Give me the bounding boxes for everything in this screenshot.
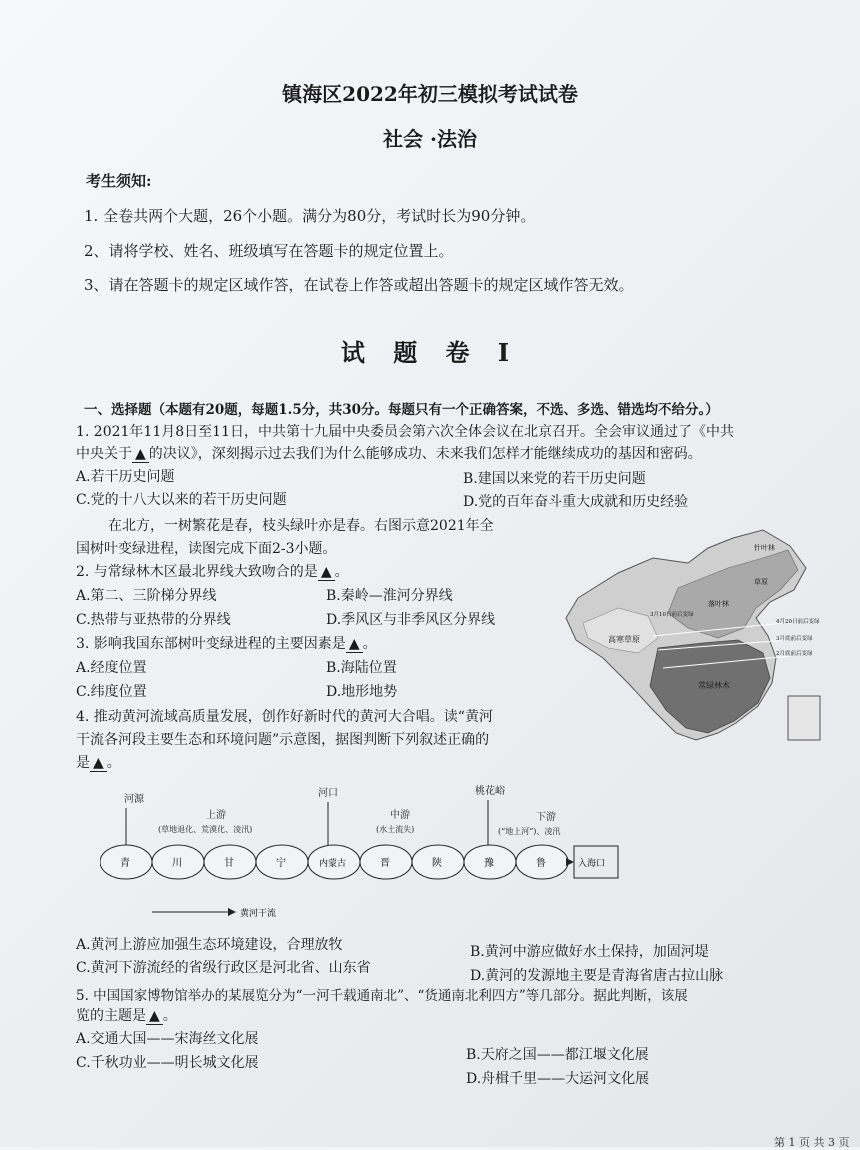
map-label: 3月10日前后变绿 (650, 612, 694, 618)
province-label: 陕 (432, 858, 442, 869)
china-leaf-map (558, 528, 830, 756)
map-label: 4月20日前后变绿 (776, 619, 820, 625)
q1-option-c: C.党的十八大以来的若干历史问题 (76, 492, 287, 508)
q2-option-b: B.秦岭—淮河分界线 (326, 588, 453, 604)
flow-label-source: 河源 (124, 794, 144, 805)
notice-heading: 考生须知: (86, 172, 152, 190)
map-label: 草原 (754, 578, 768, 586)
section-instruction: 一、选择题（本题有20题，每题1.5分，共30分。每题只有一个正确答案，不选、多选、错选均不给分。） (84, 402, 719, 418)
q5-line1: 5. 中国国家博物馆举办的某展览分为“一河千载通南北”、“货通南北利四方”等几部分。据此判断，该展 (76, 988, 688, 1004)
map-label: 针叶林 (754, 544, 775, 552)
map-label: 落叶林 (708, 600, 729, 608)
exam-subtitle: 社会 ·法治 (383, 127, 477, 151)
q1-line1: 1. 2021年11月8日至11日，中共第十九届中央委员会第六次全体会议在北京召开。全会审议通过了《中共 (76, 424, 734, 440)
q3-option-b: B.海陆位置 (326, 660, 397, 676)
flow-middle-issues: (水土流失) (376, 825, 415, 834)
notice-item: 1. 全卷共两个大题，26个小题。满分为80分，考试时长为90分钟。 (84, 207, 536, 225)
q1-option-d: D.党的百年奋斗重大成就和历史经验 (463, 494, 689, 510)
q5-option-b: B.天府之国——都江堰文化展 (466, 1047, 649, 1063)
south-sea-inset (788, 696, 820, 740)
q2-option-d: D.季风区与非季风区分界线 (326, 612, 496, 628)
province-label: 鲁 (536, 858, 546, 869)
map-label: 高寒草原 (608, 635, 640, 644)
q4-line2: 干流各河段主要生态和环境问题”示意图，据图判断下列叙述正确的 (76, 732, 490, 748)
answer-blank[interactable]: ▲ (132, 446, 149, 463)
q1-option-a: A.若干历史问题 (76, 469, 175, 485)
q4-option-d: D.黄河的发源地主要是青海省唐古拉山脉 (470, 968, 724, 984)
q4-option-a: A.黄河上游应加强生态环境建设，合理放牧 (76, 937, 343, 953)
flow-lower-issues: (“地上河”)、凌汛 (498, 827, 561, 836)
q4-line1: 4. 推动黄河流域高质量发展，创作好新时代的黄河大合唱。读“黄河 (76, 709, 493, 725)
section-title: 试 题 卷 I (340, 338, 520, 367)
flow-label-upper: 上游 (206, 810, 226, 821)
flow-legend: 黄河干流 (240, 909, 277, 919)
province-label: 豫 (484, 858, 494, 869)
intro-line1: 在北方，一树繁花是春，枝头绿叶亦是春。右图示意2021年全 (108, 518, 494, 534)
q3-option-d: D.地形地势 (326, 684, 398, 700)
province-label: 内蒙古 (319, 859, 347, 869)
q1-option-b: B.建国以来党的若干历史问题 (463, 471, 646, 487)
q5-line2: 览的主题是 ▲ 。 (76, 1008, 177, 1024)
exam-title: 镇海区2022年初三模拟考试试卷 (282, 82, 578, 106)
flow-upper-issues: (草地退化、荒漠化、凌汛) (158, 825, 253, 834)
q3-option-c: C.纬度位置 (76, 684, 147, 700)
flow-label-lower: 下游 (536, 812, 556, 823)
q5-option-c: C.千秋功业——明长城文化展 (76, 1055, 259, 1071)
intro-line2: 国树叶变绿进程，读图完成下面2-3小题。 (76, 541, 337, 557)
yellow-river-diagram (100, 780, 620, 925)
q1-line2: 中央关于 ▲ 的决议》，深刻揭示过去我们为什么能够成功、未来我们怎样才能继续成功的基因和密码。 (76, 446, 702, 462)
answer-blank[interactable]: ▲ (146, 1008, 163, 1025)
province-label: 青 (120, 858, 130, 869)
page-number: 第 1 页 共 3 页 (774, 1136, 850, 1149)
map-label: 2月底前后变绿 (776, 651, 813, 657)
answer-blank[interactable]: ▲ (318, 564, 335, 581)
q4-line3: 是 ▲ 。 (76, 755, 121, 771)
notice-item: 2、请将学校、姓名、班级填写在答题卡的规定位置上。 (84, 242, 454, 260)
answer-blank[interactable]: ▲ (346, 636, 363, 653)
province-label: 宁 (276, 858, 286, 869)
province-label: 晋 (380, 858, 390, 869)
q5-option-d: D.舟楫千里——大运河文化展 (466, 1071, 650, 1087)
province-row (100, 845, 568, 879)
q5-option-a: A.交通大国——宋海丝文化展 (76, 1031, 259, 1047)
flow-label-taohuayu: 桃花峪 (475, 786, 505, 797)
map-label: 常绿林木 (698, 681, 730, 690)
flow-label-mouth: 河口 (318, 788, 338, 799)
q2-option-a: A.第二、三阶梯分界线 (76, 588, 217, 604)
map-label: 3月底前后变绿 (776, 636, 813, 642)
q2-option-c: C.热带与亚热带的分界线 (76, 612, 231, 628)
province-label: 川 (172, 858, 182, 869)
answer-blank[interactable]: ▲ (90, 755, 107, 772)
q3-stem: 3. 影响我国东部树叶变绿进程的主要因素是 ▲ 。 (76, 636, 377, 652)
q4-option-c: C.黄河下游流经的省级行政区是河北省、山东省 (76, 960, 371, 976)
notice-item: 3、请在答题卡的规定区域作答，在试卷上作答或超出答题卡的规定区域作答无效。 (84, 276, 634, 294)
sea-box: 入海口 (578, 859, 606, 869)
q4-option-b: B.黄河中游应做好水土保持，加固河堤 (470, 944, 709, 960)
q3-option-a: A.经度位置 (76, 660, 147, 676)
province-label: 甘 (224, 858, 234, 869)
q2-stem: 2. 与常绿林木区最北界线大致吻合的是 ▲ 。 (76, 564, 349, 580)
flow-label-middle: 中游 (390, 810, 410, 821)
